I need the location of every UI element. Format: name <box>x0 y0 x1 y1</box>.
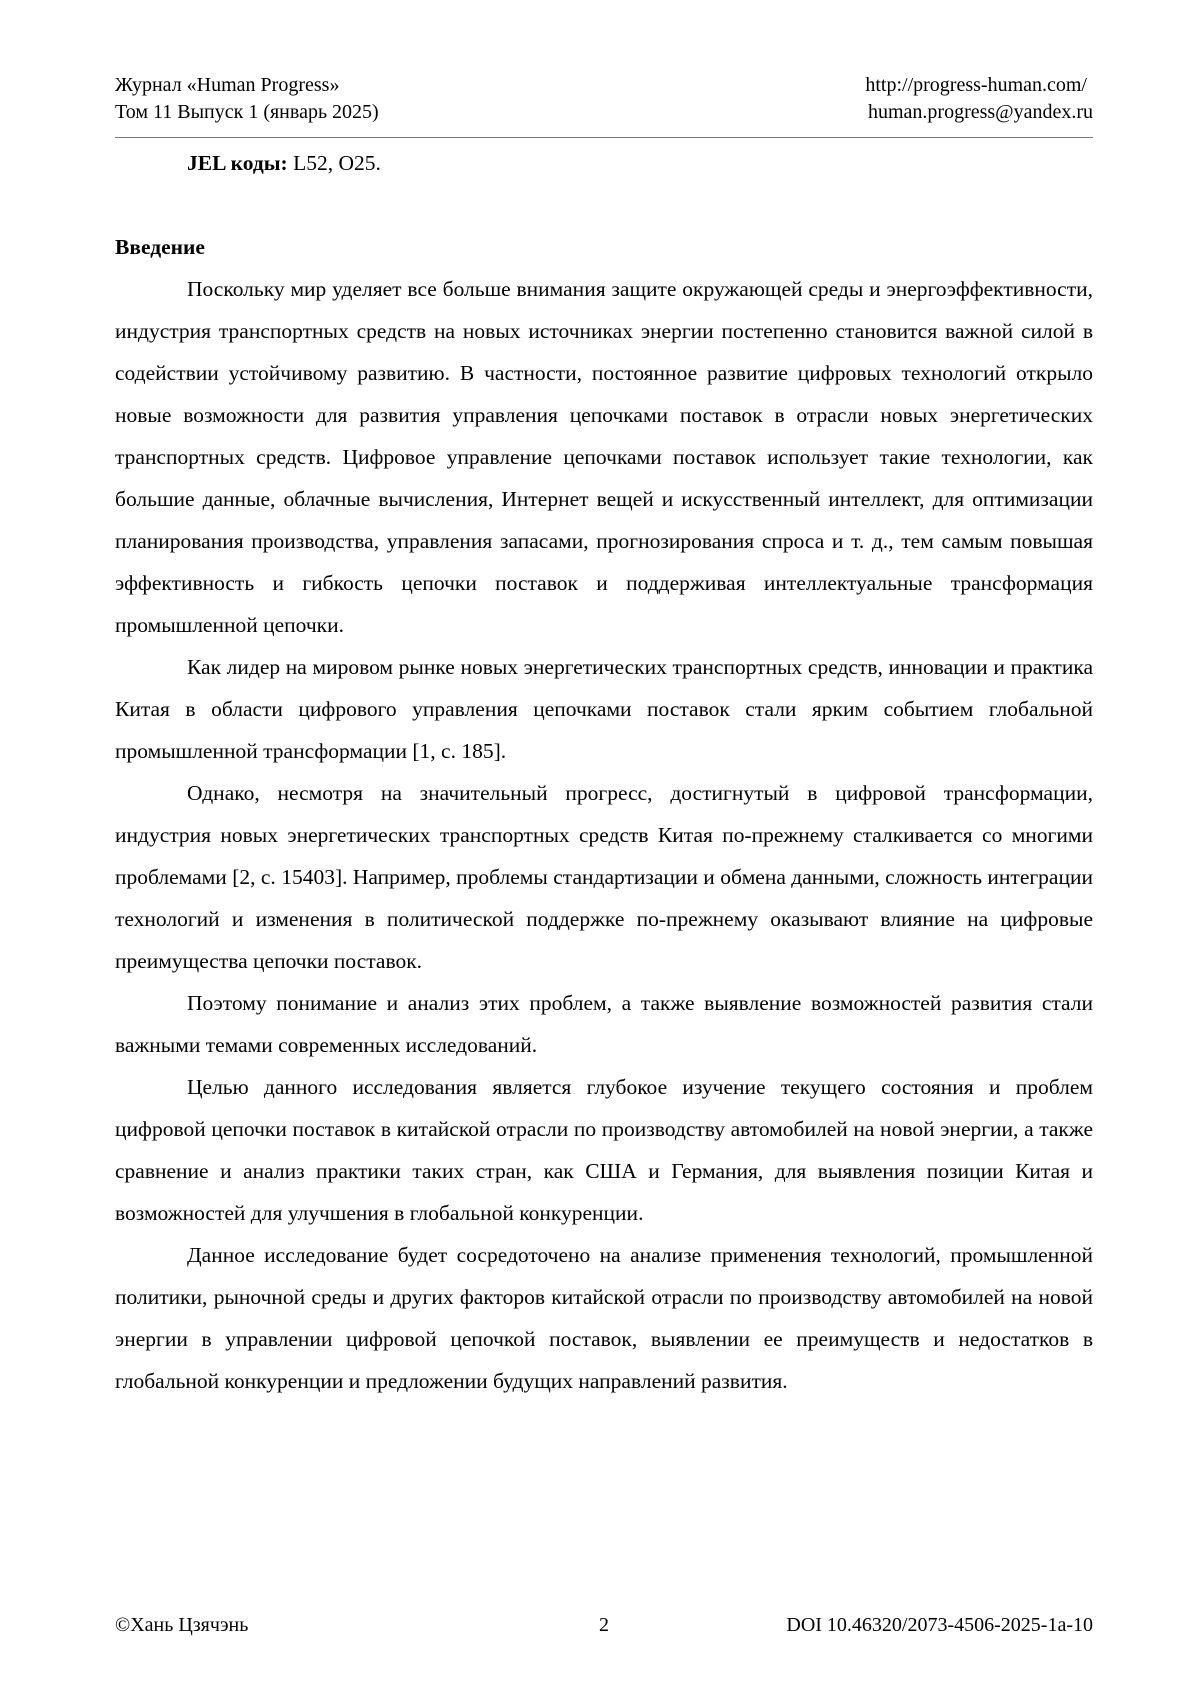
issue-info: Том 11 Выпуск 1 (январь 2025) <box>115 101 379 123</box>
jel-label: JEL коды: <box>187 151 288 175</box>
header-divider <box>115 137 1093 138</box>
section-title: Введение <box>115 235 205 259</box>
journal-url[interactable]: http://progress-human.com/ <box>865 74 1087 96</box>
paragraph: Целью данного исследования является глубокое изучение текущего состояния и проблем цифровой цепочки поставок в китайской отрасли по производству автомобилей на новой энергии, а также сравнение и анализ практики таких стран, как США и Германия, для выявления позиции Китая и возможностей для улучшения в глобальной конкуренции. <box>115 1075 1093 1225</box>
jel-codes <box>115 142 1093 184</box>
paragraph: Поскольку мир уделяет все больше внимания защите окружающей среды и энергоэффективности, индустрия транспортных средств на новых источниках энергии постепенно становится важной силой в содействии устойчивому развитию. В частности, постоянное развитие цифровых технологий открыло новые возможности для развития управления цепочками поставок в отрасли новых энергетических транспортных средств. Цифровое управление цепочками поставок использует такие технологии, как большие данные, облачные вычисления, Интернет вещей и искусственный интеллект, для оптимизации планирования производства, управления запасами, прогнозирования спроса и т. д., тем самым повышая эффективность и гибкость цепочки поставок и поддерживая интеллектуальные трансформация промышленной цепочки. <box>115 277 1093 637</box>
page-footer <box>115 1611 1093 1639</box>
paragraph: Однако, несмотря на значительный прогресс, достигнутый в цифровой трансформации, индустрия новых энергетических транспортных средств Китая по-прежнему сталкивается со многими проблемами [2, с. 15403]. Например, проблемы стандартизации и обмена данными, сложность интеграции технологий и изменения в политической поддержке по-прежнему оказывают влияние на цифровые преимущества цепочки поставок. <box>115 781 1093 973</box>
paragraph: Поэтому понимание и анализ этих проблем, а также выявление возможностей развития стали важными темами современных исследований. <box>115 991 1093 1057</box>
header-right <box>673 72 1093 126</box>
paragraph: Данное исследование будет сосредоточено на анализе применения технологий, промышленной политики, рыночной среды и других факторов китайской отрасли по производству автомобилей на новой энергии в управлении цифровой цепочкой поставок, выявлении ее преимуществ и недостатков в глобальной конкуренции и предложении будущих направлений развития. <box>115 1243 1093 1393</box>
paragraph: Как лидер на мировом рынке новых энергетических транспортных средств, инновации и практика Китая в области цифрового управления цепочками поставок стали ярким событием глобальной промышленной трансформации [1, с. 185]. <box>115 655 1093 763</box>
jel-values: L52, O25. <box>287 151 381 175</box>
footer-doi: DOI 10.46320/2073-4506-2025-1a-10 <box>786 1614 1093 1636</box>
footer-author: ©Хань Цзячэнь <box>115 1614 249 1636</box>
page-number: 2 <box>599 1614 609 1636</box>
header-left <box>115 72 675 126</box>
journal-email[interactable]: human.progress@yandex.ru <box>867 101 1093 123</box>
article-body <box>115 142 1093 1402</box>
journal-name: Журнал «Human Progress» <box>115 74 340 96</box>
